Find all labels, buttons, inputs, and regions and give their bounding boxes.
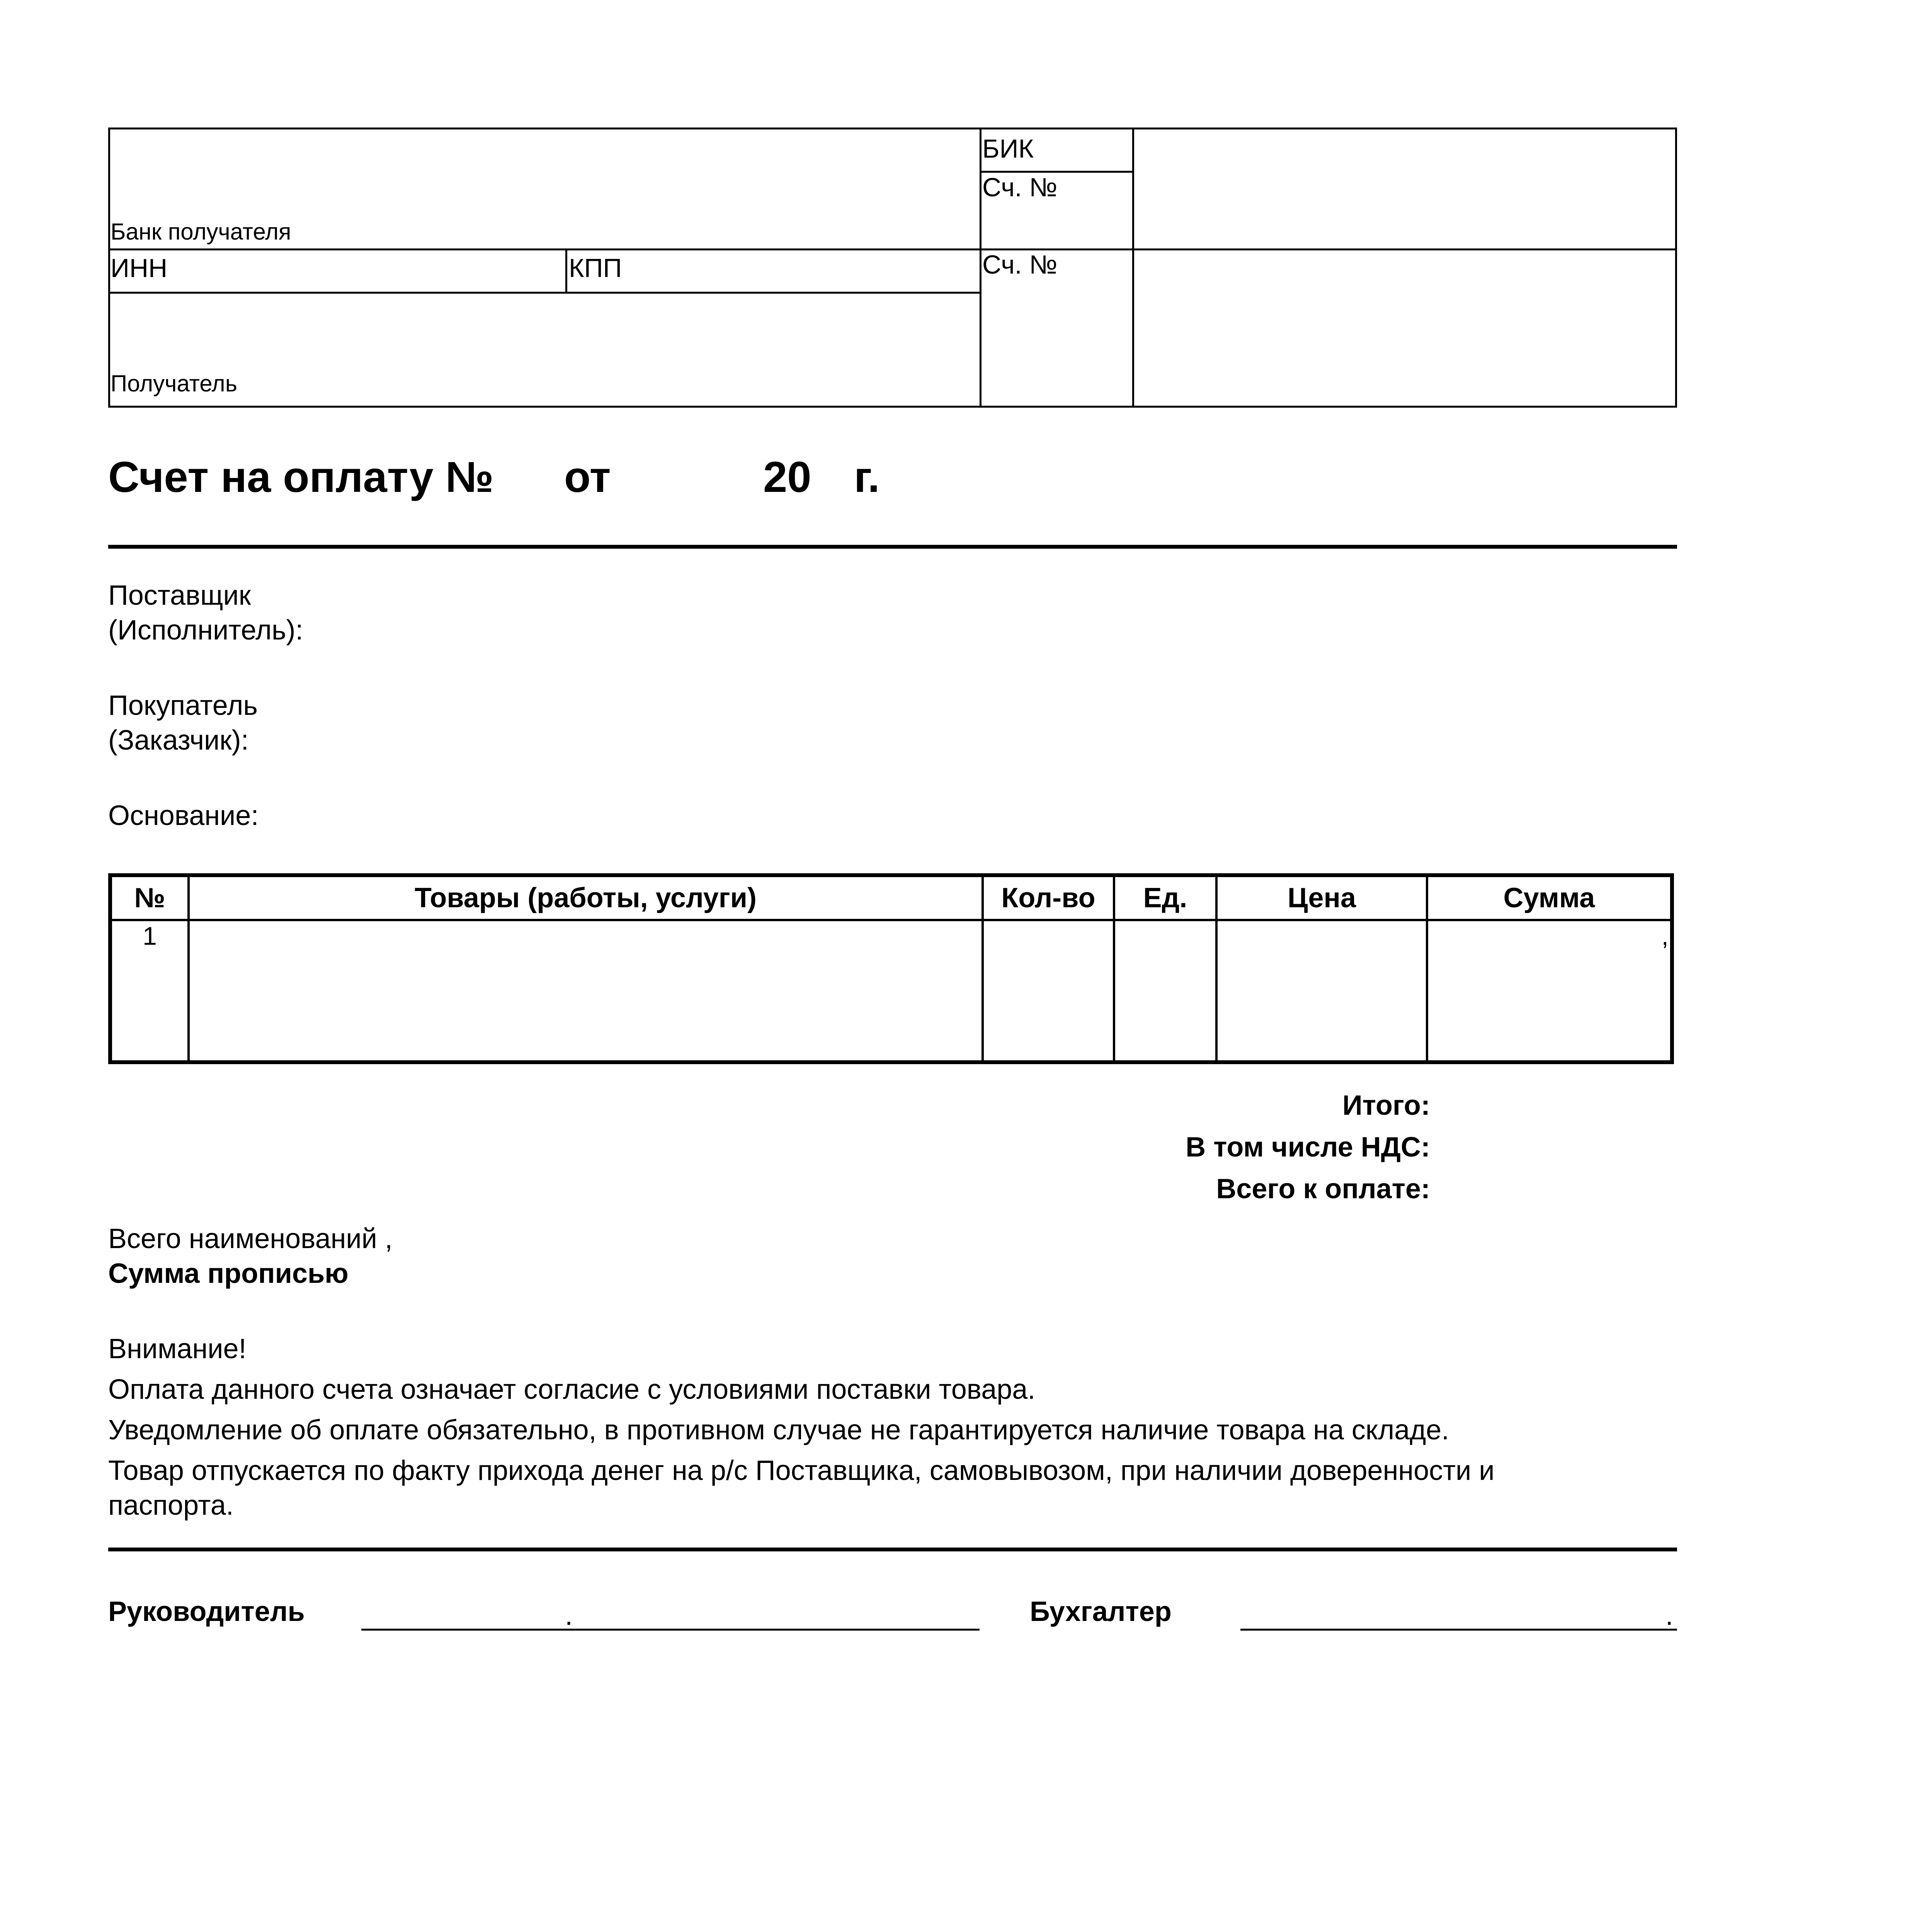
table-row: [110, 920, 1672, 1062]
amount-in-words-label: Сумма прописью: [108, 1258, 349, 1289]
column-header-goods: Товары (работы, услуги): [189, 875, 983, 920]
accountant-label: Бухгалтер: [1030, 1596, 1172, 1627]
column-header-number: №: [110, 875, 189, 920]
notice-line-4: паспорта.: [108, 1490, 234, 1521]
items-count: Всего наименований ,: [108, 1223, 393, 1254]
cell-unit: [1114, 920, 1216, 1062]
director-label: Руководитель: [108, 1596, 305, 1627]
signature-divider: [108, 1548, 1677, 1551]
column-header-quantity: Кол-во: [983, 875, 1114, 920]
cell-goods: [189, 920, 983, 1062]
total-to-pay-label: Всего к оплате:: [1216, 1173, 1430, 1204]
column-header-price: Цена: [1216, 875, 1427, 920]
notice-line-2: Уведомление об оплате обязательно, в противном случае не гарантируется наличие товара на складе.: [108, 1415, 1449, 1446]
buyer-label: Покупатель: [108, 690, 258, 721]
vat-label: В том числе НДС:: [1186, 1132, 1430, 1163]
invoice-title: [108, 452, 880, 502]
invoice-title-year: 20: [763, 453, 811, 501]
notice-line-1: Оплата данного счета означает согласие с условиями поставки товара.: [108, 1374, 1036, 1405]
supplier-label: Поставщик: [108, 580, 251, 611]
buyer-sublabel: (Заказчик):: [108, 725, 249, 756]
bank-details-block: [108, 128, 1677, 408]
cell-quantity: [983, 920, 1114, 1062]
cell-price: [1216, 920, 1427, 1062]
notice-title: Внимание!: [108, 1333, 247, 1364]
cell-number: 1: [110, 920, 189, 1062]
cell-sum: ,: [1427, 920, 1672, 1062]
items-table: [108, 873, 1674, 1064]
bik-label: БИК: [982, 134, 1034, 163]
invoice-title-prefix: Счет на оплату №: [108, 453, 494, 501]
invoice-title-year-suffix: г.: [854, 453, 880, 501]
invoice-title-from: от: [564, 453, 611, 501]
title-divider: [108, 545, 1677, 549]
basis-label: Основание:: [108, 800, 259, 831]
kpp-label: КПП: [569, 253, 622, 283]
total-label: Итого:: [1342, 1090, 1430, 1121]
recipient-account-label: Сч. №: [982, 250, 1058, 279]
director-dot: .: [565, 1600, 573, 1631]
correspondent-account-label: Сч. №: [982, 173, 1058, 202]
supplier-sublabel: (Исполнитель):: [108, 615, 303, 646]
director-signature-line[interactable]: [361, 1629, 980, 1631]
inn-label: ИНН: [111, 253, 168, 283]
accountant-signature-line[interactable]: [1240, 1629, 1677, 1631]
notice-line-3: Товар отпускается по факту прихода денег на р/с Поставщика, самовывозом, при наличии доверенности и: [108, 1455, 1495, 1486]
column-header-unit: Ед.: [1114, 875, 1216, 920]
column-header-sum: Сумма: [1427, 875, 1672, 920]
recipient-label: Получатель: [111, 371, 237, 396]
accountant-dot: .: [1665, 1600, 1674, 1631]
bank-name-label: Банк получателя: [111, 219, 291, 245]
items-table-header: [110, 875, 1672, 920]
